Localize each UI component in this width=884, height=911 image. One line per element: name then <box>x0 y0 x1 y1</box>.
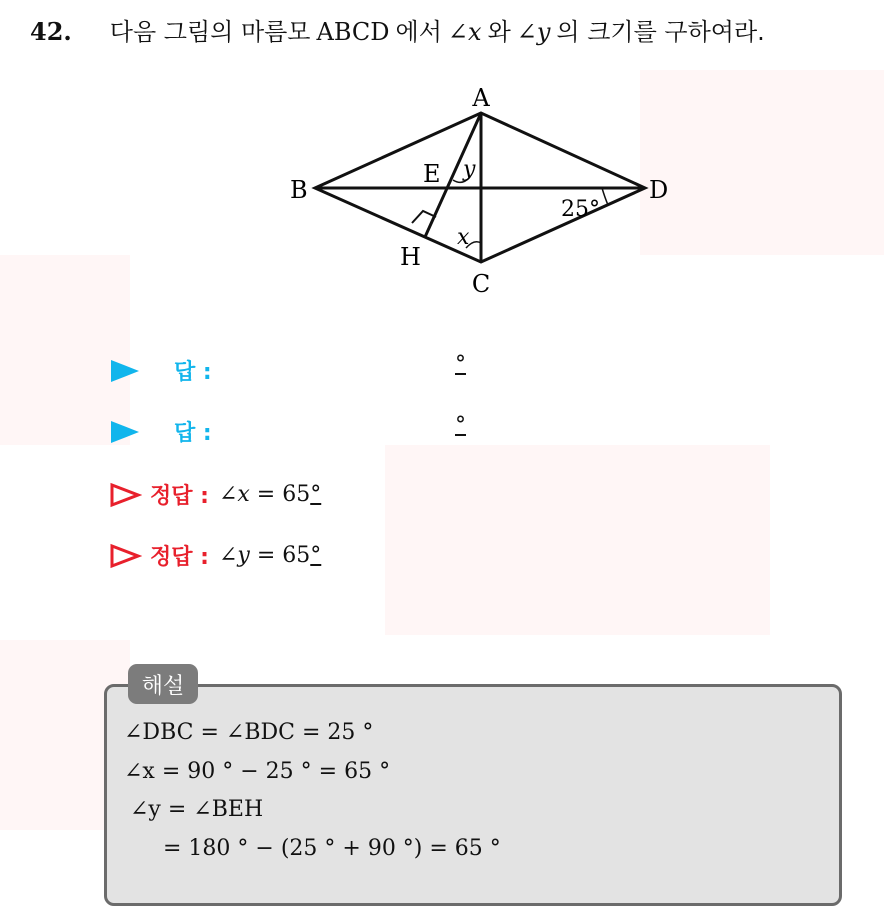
degree-unit: ° <box>310 543 322 568</box>
degree-unit: ° <box>310 482 322 507</box>
solution-tag: 해설 <box>128 664 198 704</box>
equation-value: = 65 <box>249 543 311 568</box>
question-text: 의 크기를 구하여라. <box>556 18 765 46</box>
label-y: y <box>463 157 476 182</box>
label-25-degree: 25° <box>561 197 600 222</box>
solution-line: = 180 ° − (25 ° + 90 °) = 65 ° <box>163 836 501 861</box>
play-triangle-icon <box>108 419 142 445</box>
angle-x-symbol: ∠x <box>447 18 482 46</box>
solution-box <box>104 684 842 906</box>
question-number: 42. <box>30 17 72 46</box>
answer-row-1 <box>108 355 212 386</box>
angle-symbol: ∠x <box>218 482 250 507</box>
shape-name: ABCD <box>316 18 390 46</box>
equation-value: = 65 <box>249 482 311 507</box>
label-h: H <box>400 243 421 271</box>
label-c: C <box>471 270 491 298</box>
correct-answer-row-2 <box>108 540 321 571</box>
answer-label: 답 : <box>174 360 212 385</box>
outline-triangle-icon <box>108 543 142 569</box>
label-a: A <box>472 84 490 112</box>
label-b: B <box>290 176 308 204</box>
label-e: E <box>423 160 441 188</box>
question-text: 에서 <box>395 18 442 46</box>
answer-unit: ° <box>455 352 466 377</box>
label-d: D <box>649 176 669 204</box>
rhombus-figure <box>285 80 705 300</box>
play-triangle-icon <box>108 358 142 384</box>
correct-answer-row-1 <box>108 479 321 510</box>
label-x: x <box>457 225 470 250</box>
angle-symbol: ∠y <box>218 543 250 568</box>
background-wash <box>385 445 770 635</box>
answer-label: 답 : <box>174 421 212 446</box>
question-text: 다음 그림의 마름모 <box>109 18 311 46</box>
solution-line: ∠x = 90 ° − 25 ° = 65 ° <box>124 759 391 784</box>
angle-y-symbol: ∠y <box>516 18 551 46</box>
solution-line: ∠y = ∠BEH <box>130 797 264 822</box>
correct-expression <box>219 543 321 568</box>
answer-row-2 <box>108 416 212 447</box>
correct-label: 정답 : <box>150 484 209 509</box>
correct-expression <box>219 482 321 507</box>
question-text: 와 <box>487 18 511 46</box>
outline-triangle-icon <box>108 482 142 508</box>
solution-line: ∠DBC = ∠BDC = 25 ° <box>124 720 374 745</box>
question-line <box>30 12 765 47</box>
arc-d <box>602 188 608 205</box>
answer-unit: ° <box>455 413 466 438</box>
correct-label: 정답 : <box>150 545 209 570</box>
